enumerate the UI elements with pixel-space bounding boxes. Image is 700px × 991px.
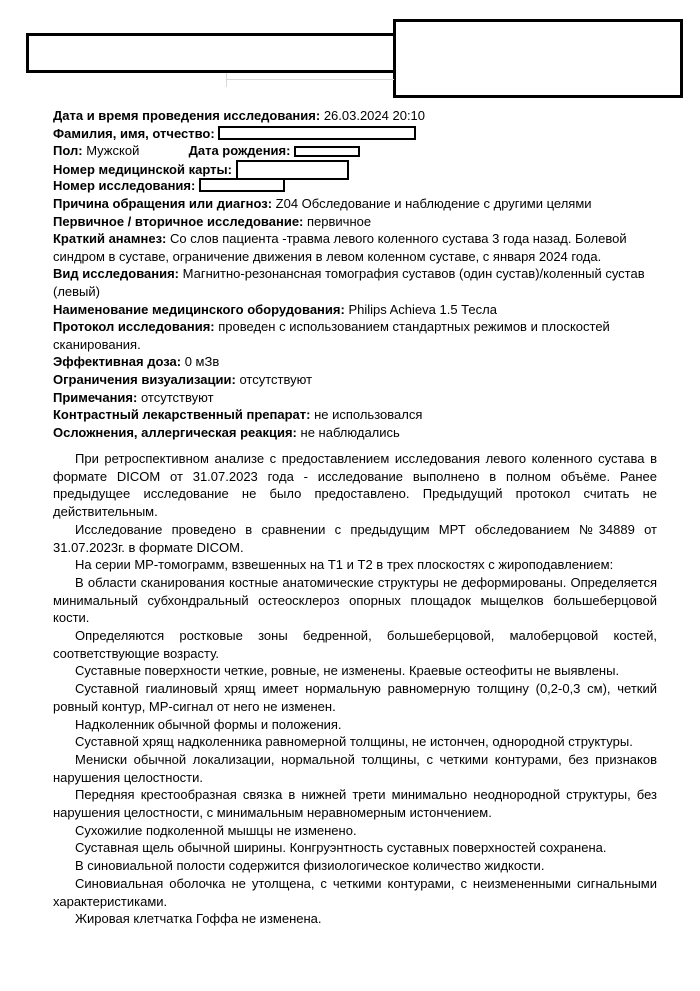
limits-label: Ограничения визуализации: [53, 371, 236, 387]
study-metadata [53, 107, 663, 441]
meta-contrast [53, 406, 663, 424]
paragraph: Синовиальная оболочка не утолщена, с четкими контурами, с неизмененными сигнальными характеристиками. [53, 875, 657, 909]
study-no-redaction [199, 178, 285, 192]
notes-label: Примечания: [53, 389, 138, 405]
paragraph: Передняя крестообразная связка в нижней трети минимально неоднородной структуры, без нарушения целостности, с минимальным неравномерным истончением. [53, 787, 657, 821]
paragraph: В области сканирования костные анатомические структуры не деформированы. Определяется минимальный субхондральный остеосклероз опорных площадок мыщелков большеберцовой кости. [53, 574, 657, 626]
paragraph: Исследование проведено в сравнении с предыдущим МРТ обследованием №34889 от 31.07.2023г. в формате DICOM. [53, 521, 657, 555]
complications-label: Осложнения, аллергическая реакция: [53, 424, 297, 440]
birth-redaction [294, 146, 360, 157]
paragraph: Суставная щель обычной ширины. Конгруэнтность суставных поверхностей сохранена. [75, 840, 607, 856]
anamnesis-label: Краткий анамнез: [53, 231, 167, 247]
kind-value: Магнитно-резонансная томография суставов (один сустав)/коленный сустав (левый) [53, 266, 645, 299]
redaction-block-header-left [26, 33, 400, 73]
date-label: Дата и время проведения исследования: [53, 108, 321, 123]
meta-kind [53, 265, 663, 300]
meta-fio [53, 125, 663, 143]
meta-dose [53, 353, 663, 371]
primary-label: Первичное / вторичное исследование: [53, 213, 304, 229]
paragraph: Мениски обычной локализации, нормальной толщины, с четкими контурами, без признаков нарушения целостности. [53, 751, 657, 785]
protocol-value: проведен с использованием стандартных режимов и плоскостей сканирования. [53, 319, 610, 352]
birth-label: Дата рождения: [188, 143, 291, 159]
paragraph: Суставной хрящ надколенника равномерной толщины, не истончен, однородной структуры. [75, 734, 633, 750]
meta-limits [53, 371, 663, 389]
equipment-value: Philips Achieva 1.5 Тесла [348, 301, 497, 317]
protocol-label: Протокол исследования: [53, 319, 215, 335]
primary-value: первичное [307, 213, 372, 229]
paragraph: Суставной гиалиновый хрящ имеет нормальную равномерную толщину (0,2-0,3 см), четкий ровный контур, МР-сигнал от него не изменен. [53, 681, 657, 714]
complications-value: не наблюдались [300, 424, 400, 440]
dose-value: 0 мЗв [184, 354, 220, 370]
dose-label: Эффективная доза: [53, 354, 182, 370]
anamnesis-value: Со слов пациента -травма левого коленного сустава 3 года назад. Болевой синдром в суставе, ограничение движения в левом коленном суставе, с января 2024 года. [53, 231, 627, 264]
date-value: 26.03.2024 20:10 [323, 108, 426, 123]
meta-anamnesis [53, 230, 663, 265]
report-body [53, 450, 657, 928]
paragraph: Жировая клетчатка Гоффа не изменена. [75, 911, 322, 927]
reason-value: Z04 Обследование и наблюдение с другими целями [275, 195, 592, 211]
reason-label: Причина обращения или диагноз: [53, 195, 273, 211]
notes-value: отсутствуют [140, 389, 214, 405]
meta-sex-birth [53, 142, 663, 160]
equipment-label: Наименование медицинского оборудования: [53, 301, 345, 317]
header-tick [226, 73, 227, 87]
contrast-label: Контрастный лекарственный препарат: [53, 407, 311, 423]
meta-reason [53, 195, 663, 213]
meta-complications [53, 424, 663, 442]
paragraph: Сухожилие подколенной мышцы не изменено. [75, 822, 357, 838]
meta-notes [53, 389, 663, 407]
contrast-value: не использовался [314, 407, 423, 423]
meta-primary [53, 213, 663, 231]
study-no-label: Номер исследования: [53, 178, 196, 194]
fio-redaction [218, 126, 416, 140]
meta-equipment [53, 301, 663, 319]
paragraph: В синовиальной полости содержится физиологическое количество жидкости. [75, 858, 545, 874]
card-label: Номер медицинской карты: [53, 161, 232, 177]
paragraph: Суставные поверхности четкие, ровные, не изменены. Краевые остеофиты не выявлены. [75, 663, 620, 679]
kind-label: Вид исследования: [53, 266, 180, 282]
limits-value: отсутствуют [239, 371, 313, 387]
redaction-block-header-right [393, 19, 683, 98]
fio-label: Фамилия, имя, отчество: [53, 125, 215, 141]
sex-value: Мужской [86, 143, 140, 159]
paragraph: На серии МР-томограмм, взвешенных на Т1 и Т2 в трех плоскостях с жироподавлением: [75, 557, 614, 573]
paragraph: При ретроспективном анализе с предоставлением исследования левого коленного сустава в формате DICOM от 31.07.2023 года - исследование выполнено в полном объёме. Ранее предыдущее исследование не было предоставлено. Предыдущий протокол считать не действительным. [53, 451, 657, 520]
paragraph: Определяются ростковые зоны бедренной, большеберцовой, малоберцовой костей, соответствующие возрасту. [53, 628, 657, 661]
meta-study-no [53, 177, 663, 195]
meta-protocol [53, 318, 663, 353]
header-rule [226, 79, 394, 80]
meta-date [53, 107, 663, 125]
paragraph: Надколенник обычной формы и положения. [75, 716, 342, 732]
meta-card [53, 160, 663, 178]
sex-label: Пол: [53, 143, 83, 159]
